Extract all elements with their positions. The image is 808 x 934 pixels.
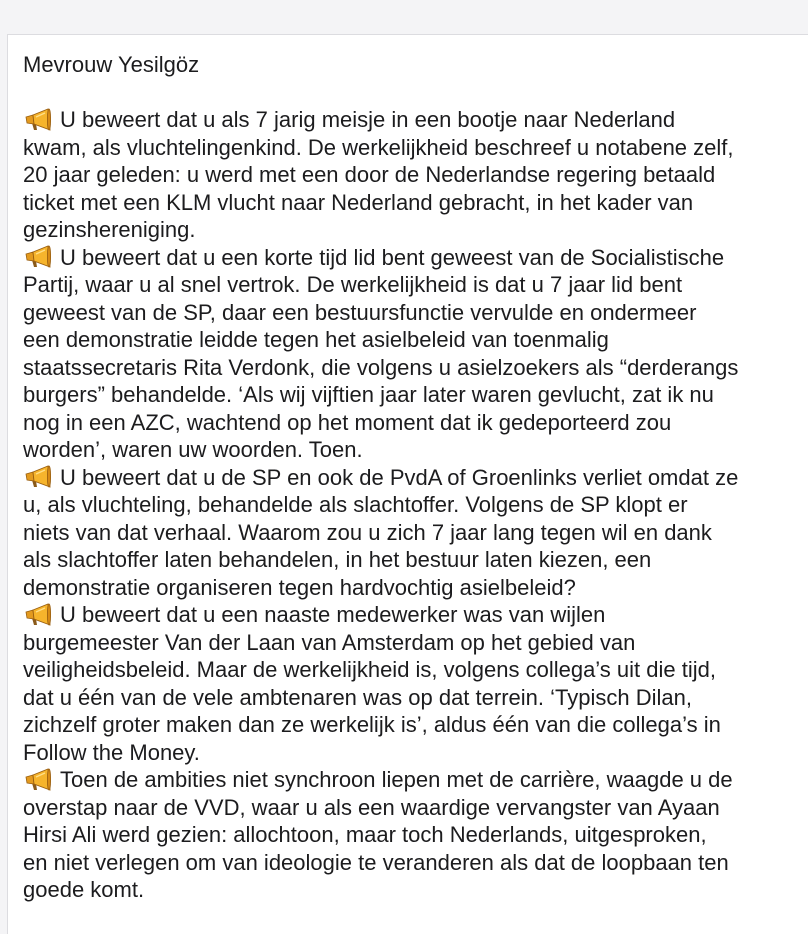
blank-line (23, 79, 808, 107)
paragraph-text: nog in een AZC, wachtend op het moment dat ik gedeporteerd zou (23, 409, 672, 435)
paragraph-text: dat u één van de vele ambtenaren was op dat terrein. ‘Typisch Dilan, (23, 684, 692, 710)
paragraph-text: U beweert dat u een naaste medewerker was van wijlen (60, 602, 606, 627)
salutation: Mevrouw Yesilgöz (23, 52, 200, 77)
paragraph-first-line (23, 766, 808, 794)
paragraph-line (23, 739, 808, 767)
paragraph-line (23, 271, 808, 299)
paragraph-text: U beweert dat u als 7 jarig meisje in een bootje naar Nederland (60, 107, 676, 132)
paragraph-text: Hirsi Ali werd gezien: allochtoon, maar toch Nederlands, uitgesproken, (23, 822, 707, 847)
paragraph-text: een demonstratie leidde tegen het asielbeleid van toenmalig (23, 327, 609, 352)
paragraph-line (23, 354, 808, 382)
paragraph-text: als slachtoffer laten behandelen, in het bestuur laten kiezen, een (23, 547, 652, 572)
paragraph-text: U beweert dat u de SP en ook de PvdA of Groenlinks verliet omdat ze (60, 464, 739, 490)
paragraph-line (23, 491, 808, 519)
paragraph-first-line (23, 106, 808, 134)
paragraph-text: overstap naar de VVD, waar u als een waardige vervangster van Ayaan (23, 794, 720, 820)
post-body (23, 51, 808, 904)
paragraph-text: zichzelf groter maken dan ze werkelijk is’, aldus één van die collega’s in (23, 712, 721, 737)
megaphone-icon (23, 245, 51, 269)
paragraph-line (23, 519, 808, 547)
paragraph-text: staatssecretaris Rita Verdonk, die volgens u asielzoekers als “derderangs (23, 354, 739, 380)
paragraph-line (23, 189, 808, 217)
paragraph-line (23, 876, 808, 904)
paragraph-first-line (23, 464, 808, 492)
paragraph-line (23, 684, 808, 712)
paragraph-line (23, 546, 808, 574)
paragraph-text: niets van dat verhaal. Waarom zou u zich 7 jaar lang tegen wil en dank (23, 519, 712, 545)
paragraph-line (23, 711, 808, 739)
paragraph-text: burgemeester Van der Laan van Amsterdam op het gebied van (23, 629, 636, 655)
paragraph-text: u, als vluchteling, behandelde als slachtoffer. Volgens de SP klopt er (23, 492, 688, 517)
paragraph-line (23, 326, 808, 354)
paragraph-text: en niet verlegen om van ideologie te veranderen als dat de loopbaan ten (23, 849, 729, 875)
paragraph-line (23, 299, 808, 327)
paragraph-line (23, 134, 808, 162)
paragraph-first-line (23, 244, 808, 272)
paragraph-line (23, 794, 808, 822)
paragraph-text: Partij, waar u al snel vertrok. De werkelijkheid is dat u 7 jaar lid bent (23, 272, 683, 297)
paragraph-text: kwam, als vluchtelingenkind. De werkelijkheid beschreef u notabene zelf, (23, 134, 734, 160)
paragraph-line (23, 216, 808, 244)
paragraph-line (23, 629, 808, 657)
paragraph-line (23, 574, 808, 602)
paragraph-line (23, 381, 808, 409)
paragraph-text: Follow the Money. (23, 739, 200, 765)
megaphone-icon (23, 768, 51, 792)
paragraph-line (23, 821, 808, 849)
paragraph-first-line (23, 601, 808, 629)
paragraph-text: burgers” behandelde. ‘Als wij vijftien jaar later waren gevlucht, zat ik nu (23, 382, 714, 407)
paragraph-text: goede komt. (23, 877, 145, 902)
paragraph-line (23, 161, 808, 189)
top-bar (0, 0, 808, 34)
paragraph-text: Toen de ambities niet synchroon liepen met de carrière, waagde u de (60, 767, 733, 792)
megaphone-icon (23, 465, 51, 489)
paragraph-text: worden’, waren uw woorden. Toen. (23, 437, 363, 462)
paragraph-line (23, 436, 808, 464)
paragraph-text: demonstratie organiseren tegen hardvochtig asielbeleid? (23, 574, 576, 600)
paragraph-text: geweest van de SP, daar een bestuursfunctie vervulde en ondermeer (23, 299, 697, 325)
paragraph-text: U beweert dat u een korte tijd lid bent geweest van de Socialistische (60, 244, 725, 270)
paragraph-text: ticket met een KLM vlucht naar Nederland gebracht, in het kader van (23, 189, 694, 215)
paragraph-line (23, 849, 808, 877)
paragraph-text: gezinshereniging. (23, 217, 196, 242)
paragraph-text: veiligheidsbeleid. Maar de werkelijkheid is, volgens collega’s uit die tijd, (23, 657, 716, 682)
paragraph-text: 20 jaar geleden: u werd met een door de Nederlandse regering betaald (23, 162, 716, 187)
paragraph-line (23, 656, 808, 684)
megaphone-icon (23, 603, 51, 627)
paragraph-line (23, 409, 808, 437)
megaphone-icon (23, 108, 51, 132)
